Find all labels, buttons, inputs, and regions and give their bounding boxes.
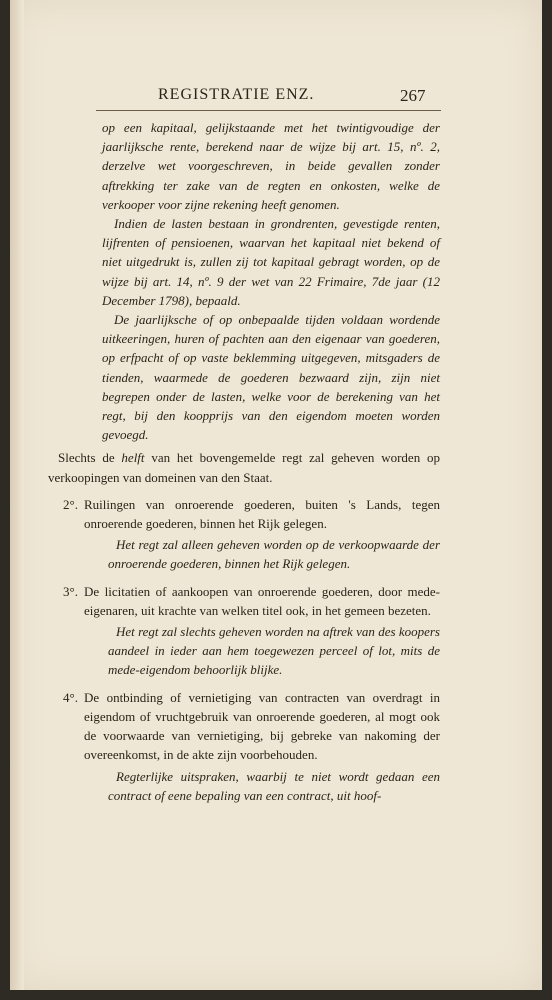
item-number: 2°. xyxy=(63,496,78,512)
page-number: 267 xyxy=(400,86,426,105)
emphasis-helft: helft xyxy=(121,450,145,466)
header-rule xyxy=(96,110,441,111)
item-number: 3°. xyxy=(63,583,78,599)
item-text: Ruilingen van onroerende goederen, buiten 's Lands, tegen onroerende goederen, binnen het Rijk gelegen. xyxy=(84,496,440,532)
paragraph-slechts xyxy=(48,448,440,486)
list-item xyxy=(48,582,440,620)
item-number: 4°. xyxy=(63,689,78,705)
list-item xyxy=(48,688,440,765)
running-title: REGISTRATIE ENZ. xyxy=(158,86,315,103)
item-note: Het regt zal alleen geheven worden op de verkoopwaarde der onroerende goederen, binnen het Rijk gelegen. xyxy=(108,537,440,572)
item-text: De ontbinding of vernietiging van contracten van overdragt in eigendom of vruchtgebruik van onroerende goederen, al mogt ook de voorwaarde van vernietiging, bij gebreke van nakoming der overeenkomst, in de akte zijn voorbehouden. xyxy=(84,689,440,763)
paragraph-lasten: Indien de lasten bestaan in grondrenten, gevestigde renten, lijfrenten of pensioenen, waarvan het kapitaal niet bekend of niet uitgedrukt is, zullen zij tot kapitaal gebragt worden, op de wijze bij art. 14, nº. 9 der wet van 22 Frimaire, 7de jaar (12 December 1798), bepaald. xyxy=(102,216,440,308)
item-text: De licitatien of aankoopen van onroerende goederen, door mede-eigenaren, uit krachte van welken titel ook, in het gemeen bezeten. xyxy=(84,583,440,618)
item-note: Regterlijke uitspraken, waarbij te niet wordt gedaan een contract of eene bepaling van een contract, uit hoof- xyxy=(108,768,440,803)
text-span: van het bovengemelde regt zal geheven worden op verkoopingen van domeinen van den Staat. xyxy=(48,450,440,485)
page-body xyxy=(48,118,440,805)
paragraph-continuation: op een kapitaal, gelijkstaande met het twintigvoudige der jaarlijksche rente, berekend naar de wijze bij art. 15, nº. 2, derzelve wet voorgeschreven, in beide gevallen zonder aftrekking ter zake van de regten en onkosten, welke de verkooper voor zijne rekening heeft genomen. xyxy=(102,120,440,212)
item-note: Het regt zal slechts geheven worden na aftrek van des koopers aandeel in ieder aan hem toegewezen perceel of lot, mits de mede-eigendom behoorlijk blijke. xyxy=(108,624,440,678)
text-span: Slechts de xyxy=(58,450,122,466)
paragraph-uitkeeringen: De jaarlijksche of op onbepaalde tijden voldaan wordende uitkeeringen, huren of pachten aan den eigenaar van goederen, op erfpacht of op vaste beklemming uitgegeven, mitsgaders de tienden, waarmede de goederen bezwaard zijn, zijn niet begrepen onder de lasten, welke voor de berekening van het regt, bij den koopprijs van den eigendom moeten worden gevoegd. xyxy=(102,312,440,443)
book-page xyxy=(10,0,542,990)
list-item xyxy=(48,495,440,533)
page-spine-shadow xyxy=(10,0,24,990)
